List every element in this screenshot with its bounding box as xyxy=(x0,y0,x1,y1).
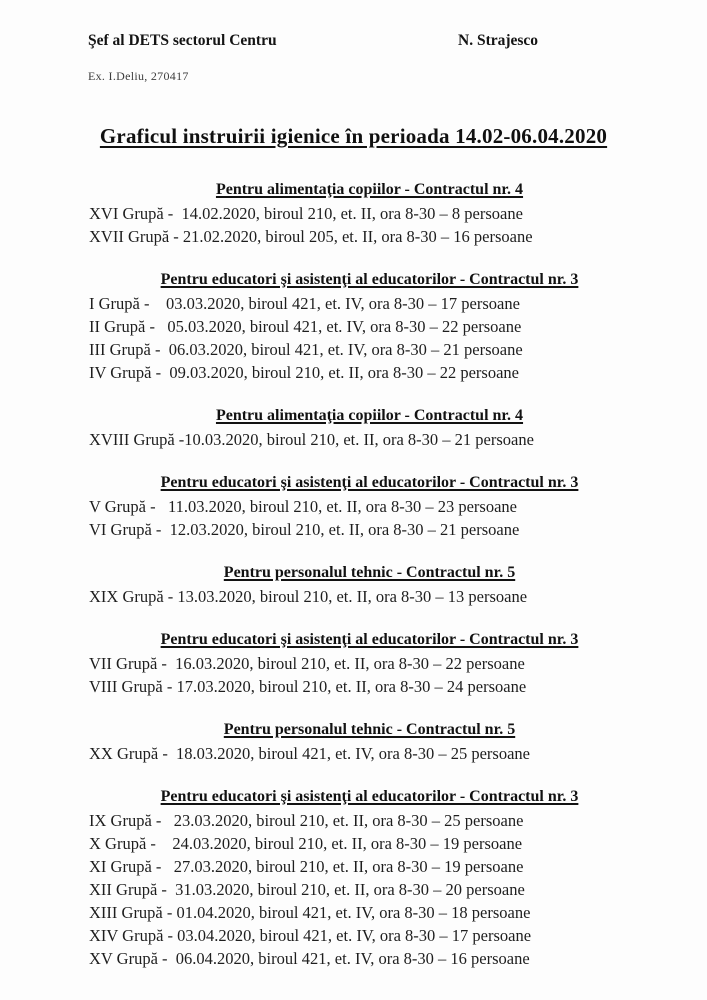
schedule-section xyxy=(0,560,707,608)
section-heading: Pentru alimentaţia copiilor - Contractul nr. 4 xyxy=(215,181,524,198)
schedule-line: XVII Grupă - 21.02.2020, biroul 205, et. II, ora 8-30 – 16 persoane xyxy=(89,227,533,246)
schedule-line: XIX Grupă - 13.03.2020, biroul 210, et. II, ora 8-30 – 13 persoane xyxy=(89,587,528,606)
schedule-line: XIV Grupă - 03.04.2020, biroul 421, et. IV, ora 8-30 – 17 persoane xyxy=(89,926,532,945)
schedule-section xyxy=(0,627,707,698)
schedule-line: I Grupă - 03.03.2020, biroul 421, et. IV, ora 8-30 – 17 persoane xyxy=(89,294,520,313)
schedule-line: VII Grupă - 16.03.2020, biroul 210, et. II, ora 8-30 – 22 persoane xyxy=(89,654,525,673)
document-title: Graficul instruirii igienice în perioada 14.02-06.04.2020 xyxy=(99,124,608,148)
section-heading: Pentru educatori şi asistenţi al educatorilor - Contractul nr. 3 xyxy=(160,631,579,648)
document-header xyxy=(0,32,707,54)
schedule-line: VI Grupă - 12.03.2020, biroul 210, et. II, ora 8-30 – 21 persoane xyxy=(89,520,520,539)
schedule-line: XI Grupă - 27.03.2020, biroul 210, et. II, ora 8-30 – 19 persoane xyxy=(89,857,524,876)
schedule-sections xyxy=(0,177,707,970)
schedule-line: V Grupă - 11.03.2020, biroul 210, et. II, ora 8-30 – 23 persoane xyxy=(89,497,517,516)
schedule-line: XII Grupă - 31.03.2020, biroul 210, et. II, ora 8-30 – 20 persoane xyxy=(89,880,525,899)
section-heading: Pentru alimentaţia copiilor - Contractul nr. 4 xyxy=(215,407,524,424)
schedule-line: III Grupă - 06.03.2020, biroul 421, et. IV, ora 8-30 – 21 persoane xyxy=(89,340,523,359)
section-heading: Pentru educatori şi asistenţi al educatorilor - Contractul nr. 3 xyxy=(160,474,579,491)
schedule-section xyxy=(0,470,707,541)
schedule-section xyxy=(0,177,707,248)
schedule-section xyxy=(0,784,707,970)
schedule-line: X Grupă - 24.03.2020, biroul 210, et. II, ora 8-30 – 19 persoane xyxy=(89,834,523,853)
schedule-section xyxy=(0,267,707,384)
schedule-section xyxy=(0,403,707,451)
schedule-line: XVIII Grupă -10.03.2020, biroul 210, et. II, ora 8-30 – 21 persoane xyxy=(89,430,534,449)
signatory-name: N. Strajesco xyxy=(458,32,539,49)
section-heading: Pentru personalul tehnic - Contractul nr. 5 xyxy=(223,564,516,581)
schedule-section xyxy=(0,717,707,765)
signatory-role: Şef al DETS sectorul Centru xyxy=(88,32,277,49)
section-heading: Pentru educatori şi asistenţi al educatorilor - Contractul nr. 3 xyxy=(160,271,579,288)
section-heading: Pentru educatori şi asistenţi al educatorilor - Contractul nr. 3 xyxy=(160,788,579,805)
executor-note: Ex. I.Deliu, 270417 xyxy=(88,69,189,83)
schedule-line: XIII Grupă - 01.04.2020, biroul 421, et. IV, ora 8-30 – 18 persoane xyxy=(89,903,531,922)
section-heading: Pentru personalul tehnic - Contractul nr. 5 xyxy=(223,721,516,738)
schedule-line: II Grupă - 05.03.2020, biroul 421, et. IV, ora 8-30 – 22 persoane xyxy=(89,317,522,336)
schedule-line: IV Grupă - 09.03.2020, biroul 210, et. II, ora 8-30 – 22 persoane xyxy=(89,363,519,382)
schedule-line: IX Grupă - 23.03.2020, biroul 210, et. II, ora 8-30 – 25 persoane xyxy=(89,811,524,830)
schedule-line: XVI Grupă - 14.02.2020, biroul 210, et. II, ora 8-30 – 8 persoane xyxy=(89,204,523,223)
schedule-line: XV Grupă - 06.04.2020, biroul 421, et. IV, ora 8-30 – 16 persoane xyxy=(89,949,530,968)
schedule-line: VIII Grupă - 17.03.2020, biroul 210, et. II, ora 8-30 – 24 persoane xyxy=(89,677,527,696)
schedule-line: XX Grupă - 18.03.2020, biroul 421, et. IV, ora 8-30 – 25 persoane xyxy=(89,744,530,763)
